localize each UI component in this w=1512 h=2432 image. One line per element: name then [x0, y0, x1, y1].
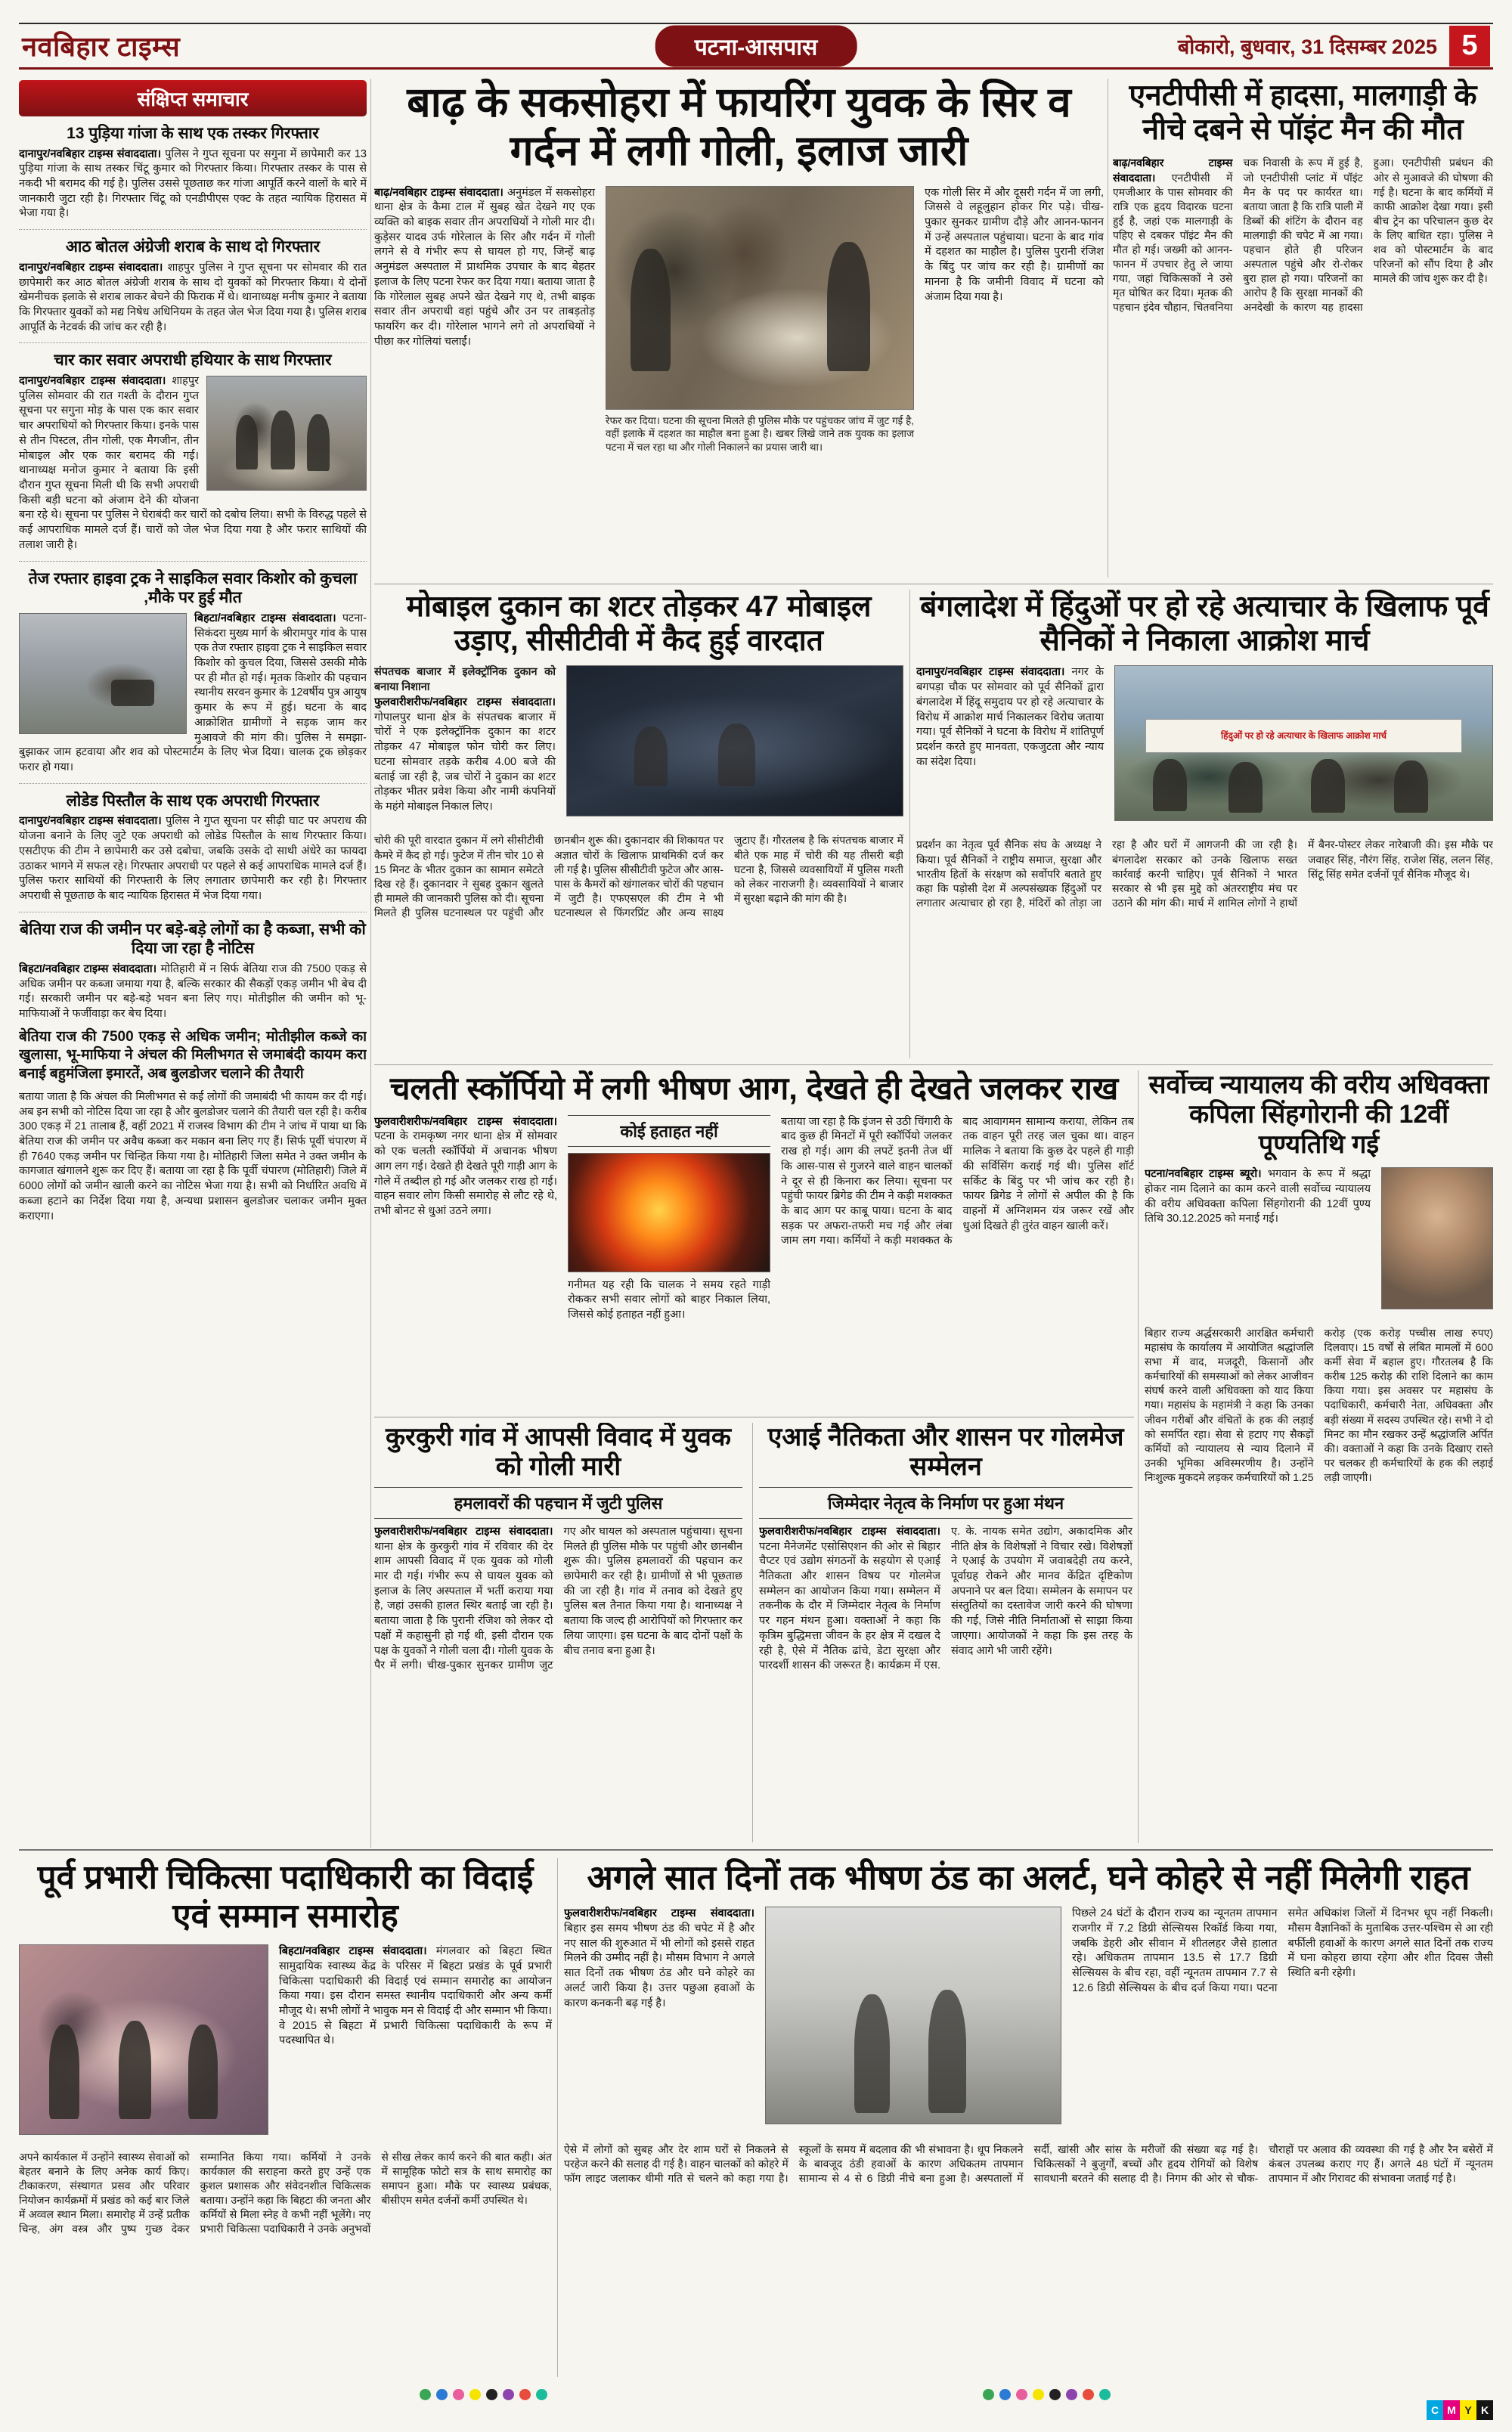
- color-dot: [1066, 2389, 1077, 2400]
- photo-shape: [188, 2025, 218, 2119]
- color-dot: [453, 2389, 464, 2400]
- photo-shape: [1394, 761, 1428, 813]
- photo-shape: [928, 1990, 967, 2113]
- color-dot: [999, 2389, 1011, 2400]
- body-text: मोतिहारी में न सिर्फ बेतिया राज की 7500 एकड़ से अधिक जमीन पर कब्जा जमाया गया है, बल्कि सरकार की सैकड़ों एकड़ जमीन भी बेच दी गई। सरकारी जमीन पर बड़े-बड़े भवन बना लिए गए। मोतीझील की जमीन को भू-माफियाओं ने फर्जीवाड़ा कर बेच दिया।: [19, 962, 367, 1021]
- article-ntpc: [1113, 79, 1493, 579]
- brief-bold-subtext: बेतिया राज की 7500 एकड़ से अधिक जमीन; मोतीझील कब्जे का खुलासा, भू-माफिया ने अंचल की मिलीभगत से जमाबंदी कायम करा बनाई बहुमंजिला इमारतें, अब बुलडोजर चलाने की तैयारी: [19, 1028, 367, 1083]
- article-column: [279, 1944, 552, 2141]
- body-text: चोरी की पूरी वारदात दुकान में लगे सीसीटीवी कैमरे में कैद हो गई। फुटेज में तीन चोर 10 से 15 मिनट के भीतर दुकान का सामान समेटते दिख रहे हैं। दुकानदार ने सुबह दुकान खुलते ही मामले की जानकारी पुलिस को दी। सूचना मिलते ही पुलिस घटनास्थल पर पहुंची और छानबीन शुरू की। दुकानदार की शिकायत पर अज्ञात चोरों के खिलाफ प्राथमिकी दर्ज कर ली गई है। पुलिस सीसीटीवी फुटेज और आस-पास के कैमरों को खंगालकर चोरों की पहचान में जुटी है। एफएसएल की टीम ने भी घटनास्थल से फिंगरप्रिंट और अन्य साक्ष्य जुटाए हैं। गौरतलब है कि संपतचक बाजार में बीते एक माह में चोरी की यह तीसरी बड़ी घटना है, जिससे व्यवसायियों में पुलिस गश्ती को लेकर नाराजगी है। व्यवसायियों ने बाजार में सुरक्षा बढ़ाने की मांग की है।: [374, 834, 903, 919]
- byline: फुलवारीशरीफ/नवबिहार टाइम्स संवाददाता।: [759, 1525, 940, 1538]
- byline: दानापुर/नवबिहार टाइम्स संवाददाता।: [19, 375, 166, 388]
- article-farewell: [19, 1858, 552, 2377]
- article-column: [916, 665, 1104, 830]
- article-kurkuri-shooting: [374, 1423, 742, 1842]
- divider: [19, 1849, 1493, 1851]
- article-body: [916, 838, 1493, 1036]
- byline: फुलवारीशरीफ/नवबिहार टाइम्स संवाददाता।: [564, 1907, 754, 1920]
- article-advocate-memorial: [1145, 1070, 1493, 1843]
- byline: फुलवारीशरीफ/नवबिहार टाइम्स संवाददाता।: [374, 1525, 553, 1538]
- cmyk-cyan: C: [1427, 2400, 1443, 2420]
- photo-shape: [718, 723, 755, 786]
- article-column: [925, 186, 1104, 541]
- divider: [374, 1064, 1493, 1065]
- brief-item: [19, 237, 367, 343]
- photo-caption: रेफर कर दिया। घटना की सूचना मिलते ही पुलिस मौके पर पहुंचकर जांच में जुट गई है, वहीं इलाके में दहशत का माहौल बना हुआ है। खबर लिखे जाने तक युवक का इलाज पटना में चल रहा था और गोली निकालने का प्रयास जारी था।: [606, 414, 914, 453]
- byline: दानापुर/नवबिहार टाइम्स संवाददाता।: [19, 261, 163, 274]
- article-subhead: कोई हताहत नहीं: [568, 1115, 770, 1147]
- article-body: [19, 2150, 552, 2377]
- column-rule: [1138, 1070, 1139, 1843]
- article-body: [1113, 156, 1493, 534]
- body-text: पटना-सिकंदरा मुख्य मार्ग के श्रीरामपुर गांव के पास एक तेज रफ्तार हाइवा ट्रक ने साइकिल सवार किशोर को कुचल दिया, जिससे उसकी मौके पर ही मौत हो गई। मृतक किशोर की पहचान स्थानीय सरवन कुमार के 12वर्षीय पुत्र आयुष कुमार के रूप में हुई। घटना के बाद आक्रोशित ग्रामीणों ने सड़क जाम कर मुआवजे की मांग की। पुलिस ने समझा-बुझाकर जाम हटवाया और शव को पोस्टमार्टम के लिए भेज दिया। चालक ट्रक छोड़कर फरार हो गया।: [19, 612, 367, 774]
- body-text: ऐसे में लोगों को सुबह और देर शाम घरों से निकलने से परहेज करने की सलाह दी गई है। वाहन चालकों को कोहरे में फॉग लाइट जलाकर धीमी गति से चलने को कहा गया है। स्कूलों के समय में बदलाव की भी संभावना है। धूप निकलने के बावजूद ठंडी हवाओं के कारण अधिकतम तापमान सामान्य से 4 से 6 डिग्री नीचे बना हुआ है। अस्पतालों में सर्दी, खांसी और सांस के मरीजों की संख्या बढ़ गई है। चिकित्सकों ने बुजुर्गों, बच्चों और हृदय रोगियों को विशेष सावधानी बरतने की सलाह दी है। निगम की ओर से चौक-चौराहों पर अलाव की व्यवस्था की गई है और रैन बसेरों में कंबल उपलब्ध कराए गए हैं। अगले 48 घंटों में न्यूनतम तापमान में और गिरावट की संभावना जताई गई है।: [564, 2143, 1493, 2185]
- fire-photo: [568, 1153, 770, 1272]
- article-subhead: हमलावरों की पहचान में जुटी पुलिस: [374, 1487, 742, 1519]
- briefs-column: [19, 80, 367, 1848]
- brief-headline: चार कार सवार अपराधी हथियार के साथ गिरफ्तार: [54, 352, 332, 370]
- body-text: पटना मैनेजमेंट एसोसिएशन की ओर से बिहार चैप्टर एवं उद्योग संगठनों के सहयोग से एआई नैतिकता और शासन विषय पर गोलमेज सम्मेलन का आयोजन किया गया। सम्मेलन में तकनीक के दौर में जिम्मेदार नेतृत्व के निर्माण पर गहन मंथन हुआ। वक्ताओं ने कहा कि कृत्रिम बुद्धिमत्ता जीवन के हर क्षेत्र में दखल दे रही है, ऐसे में नैतिक ढांचे, डेटा सुरक्षा और पारदर्शी शासन की जरूरत है। कार्यक्रम में एस. ए. के. नायक समेत उद्योग, अकादमिक और नीति क्षेत्र के विशेषज्ञों ने विचार रखे। विशेषज्ञों ने एआई के उपयोग में जवाबदेही तय करने, पूर्वाग्रह रोकने और मानव केंद्रित दृष्टिकोण अपनाने पर बल दिया। सम्मेलन के समापन पर संस्तुतियों का दस्तावेज जारी करने की घोषणा की गई, जिसे नीति निर्माताओं से साझा किया जाएगा। आयोजकों ने कहा कि इस तरह के संवाद आगे भी जारी रहेंगे।: [759, 1525, 1132, 1672]
- color-dot: [503, 2389, 514, 2400]
- body-text: अपने कार्यकाल में उन्होंने स्वास्थ्य सेवाओं को बेहतर बनाने के लिए अनेक कार्य किए। टीकाकरण, संस्थागत प्रसव और परिवार नियोजन कार्यक्रमों में प्रखंड को कई बार जिले में अव्वल स्थान मिला। समारोह में उन्हें प्रतीक चिन्ह, अंग वस्त्र और पुष्प गुच्छ देकर सम्मानित किया गया। कर्मियों ने उनके कार्यकाल की सराहना करते हुए उन्हें एक कुशल प्रशासक और संवेदनशील चिकित्सक बताया। उन्होंने कहा कि बिहटा की जनता और कर्मियों से मिला स्नेह वे कभी नहीं भूलेंगे। नए प्रभारी चिकित्सा पदाधिकारी ने उनके अनुभवों से सीख लेकर कार्य करने की बात कही। अंत में सामूहिक फोटो सत्र के साथ समारोह का समापन हुआ। मौके पर स्वास्थ्य प्रबंधक, बीसीएम समेत दर्जनों कर्मी उपस्थित थे।: [19, 2151, 552, 2235]
- photo-shape: [307, 414, 329, 471]
- byline: बाढ़/नवबिहार टाइम्स संवाददाता।: [374, 186, 503, 199]
- brief-headline: तेज रफ्तार हाइवा ट्रक ने साइकिल सवार किशोर को कुचला ,मौके पर हुई मौत: [28, 569, 358, 607]
- brief-photo-accident: [19, 613, 187, 734]
- body-text: पिछले 24 घंटों के दौरान राज्य का न्यूनतम तापमान राजगीर में 7.2 डिग्री सेल्सियस रिकॉर्ड किया गया, जबकि डेहरी और सीवान में शीतलहर जैसे हालात रहे। अधिकतम तापमान 13.5 से 17.7 डिग्री सेल्सियस के बीच रहा, वहीं न्यूनतम तापमान 7.7 से 12.6 डिग्री सेल्सियस के बीच दर्ज किया गया। पटना समेत अधिकांश जिलों में दिनभर धूप नहीं निकली। मौसम वैज्ञानिकों के मुताबिक उत्तर-पश्चिम से आ रही बर्फीली हवाओं के कारण अगले सात दिनों तक राज्य में घना कोहरा छाया रहेगा और शीत दिवस जैसी स्थिति बनी रहेगी।: [1072, 1907, 1493, 1994]
- body-text: एनटीपीसी में एमजीआर के पास सोमवार की रात्रि एक हृदय विदारक घटना हुई है, जहां एक मालगाड़ी के पहिए से दबकर पॉइंट मैन की मौत हो गई। जख्मी को आनन-फानन में उपचार हेतु ले जाया गया, जहां चिकित्सकों ने उसे मृत घोषित कर दिया। मृतक की पहचान इंदेव चौहान, चितवनिया चक निवासी के रूप में हुई है, जो एनटीपीसी प्लांट में पॉइंट मैन के पद पर कार्यरत था। बताया जाता है कि रात्रि पाली में डिब्बों की शंटिंग के दौरान वह मालगाड़ी की चपेट में आ गया। पहचान होते ही परिजन अस्पताल पहुंचे और रो-रोकर बुरा हाल हो गया। परिजनों का आरोप है कि सुरक्षा मानकों की अनदेखी के कारण यह हादसा हुआ। एनटीपीसी प्रबंधन की ओर से मुआवजे की घोषणा की गई है। घटना के बाद कर्मियों में काफी आक्रोश देखा गया। इसी बीच ट्रेन का परिचालन कुछ देर के लिए बाधित रहा। पुलिस ने शव को पोस्टमार्टम के बाद परिजनों को सौंप दिया है और मामले की जांच शुरू कर दी है।: [1113, 156, 1493, 313]
- article-body: [759, 1525, 1132, 1812]
- article-cold-alert: [564, 1858, 1493, 2377]
- article-body: [374, 1525, 742, 1812]
- cctv-photo: [566, 665, 903, 816]
- body-text: बिहार राज्य अर्द्धसरकारी आरक्षित कर्मचारी महासंघ के कार्यालय में आयोजित श्रद्धांजलि सभा में वाद, मजदूरी, किसानों और कर्मचारियों की समस्याओं को लेकर आजीवन संघर्ष करने वाली अधिवक्ता को याद किया गया। महासंघ के महामंत्री ने कहा कि उनका जीवन गरीबों और वंचितों के हक की लड़ाई को समर्पित रहा। सेवा से हटाए गए सैकड़ों कर्मियों को न्यायालय से न्याय दिलाने में उनकी भूमिका अविस्मरणीय है। उन्होंने निःशुल्क मुकदमे लड़कर कर्मचारियों को 1.25 करोड़ (एक करोड़ पच्चीस लाख रुपए) दिलवाए। 15 वर्षों से लंबित मामलों में 600 कर्मी सेवा में बहाल हुए। गौरतलब है कि करीब 125 करोड़ की राशि दिलाने का काम किया गया। इस अवसर पर महासंघ के पदाधिकारी, कर्मचारी नेता, अधिवक्ता और बड़ी संख्या में सदस्य उपस्थित रहे। सभी ने दो मिनट का मौन रखकर उन्हें श्रद्धांजलि अर्पित की। वक्ताओं ने कहा कि उनके दिखाए रास्ते पर चलकर ही कर्मचारियों के हक की लड़ाई लड़ी जाएगी।: [1145, 1327, 1493, 1483]
- color-dot: [983, 2389, 994, 2400]
- article-column: [1145, 1167, 1371, 1318]
- body-text: गोपालपुर थाना क्षेत्र के संपतचक बाजार में चोरों ने एक इलेक्ट्रॉनिक दुकान का शटर तोड़कर 47 मोबाइल फोन चोरी कर लिए। घटना सोमवार तड़के करीब 4.00 बजे की बताई जा रही है, जब चोरों ने दुकान का शटर तोड़कर भीतर प्रवेश किया और नामी कंपनियों के महंगे मोबाइल निकाल लिए।: [374, 711, 556, 813]
- body-text: भगवान के रूप में श्रद्धा होकर नाम दिलाने का काम करने वाली सर्वोच्च न्यायालय की वरीय अधिवक्ता कपिला सिंहगोरानी की 12वीं पुण्य तिथि 30.12.2025 को मनाई गई।: [1145, 1168, 1371, 1225]
- article-headline: कुरकुरी गांव में आपसी विवाद में युवक को गोली मारी: [385, 1423, 732, 1482]
- brief-body: [19, 261, 367, 336]
- body-text: पटना के रामकृष्ण नगर थाना क्षेत्र में सोमवार को एक चलती स्कॉर्पियो में अचानक भीषण आग लग गई। देखते ही देखते पूरी गाड़ी आग के गोले में तब्दील हो गई और जलकर राख हो गई। वाहन सवार लोग किसी समारोह से लौट रहे थे, तभी बोनट से धुआं उठने लगा।: [374, 1130, 557, 1218]
- color-dot: [420, 2389, 431, 2400]
- column-rule: [370, 79, 371, 1848]
- brief-headline: लोडेड पिस्तौल के साथ एक अपराधी गिरफ्तार: [66, 792, 320, 810]
- color-dot: [436, 2389, 448, 2400]
- article-mobile-theft: [374, 590, 903, 1058]
- body-text: गनीमत यह रही कि चालक ने समय रहते गाड़ी रोककर सभी सवार लोगों को बाहर निकाल लिया, जिससे कोई हताहत नहीं हुआ।: [568, 1278, 770, 1321]
- registration-marks: [420, 2389, 547, 2400]
- article-subhead: जिम्मेदार नेतृत्व के निर्माण पर हुआ मंथन: [759, 1487, 1132, 1519]
- brief-body: [19, 147, 367, 222]
- page-number: 5: [1449, 26, 1490, 67]
- body-text: प्रदर्शन का नेतृत्व पूर्व सैनिक संघ के अध्यक्ष ने किया। पूर्व सैनिकों ने राष्ट्रीय समाज, सुरक्षा और भारतीय हितों के संरक्षण को सर्वोपरि बताते हुए कहा कि पड़ोसी देश में अल्पसंख्यक हिंदुओं पर लगातार अत्याचार हो रहा है, मंदिरों को तोड़ा जा रहा है और घरों में आगजनी की जा रही है। बंगलादेश सरकार को उनके खिलाफ सख्त कार्रवाई करनी चाहिए। पूर्व सैनिकों ने भारत सरकार से भी इस मुद्दे को अंतरराष्ट्रीय मंच पर उठाने की मांग की। मार्च में शामिल लोगों ने हाथों में बैनर-पोस्टर लेकर नारेबाजी की। इस मौके पर जवाहर सिंह, नौरंग सिंह, राजेश सिंह, ललन सिंह, सिंटू सिंह समेत दर्जनों पूर्व सैनिक मौजूद थे।: [916, 838, 1493, 909]
- portrait-photo: [1381, 1167, 1493, 1309]
- byline: बिहटा/नवबिहार टाइम्स संवाददाता।: [279, 1945, 427, 1958]
- photo-shape: [631, 249, 671, 371]
- photo-shape: [49, 2025, 79, 2119]
- article-headline: अगले सात दिनों तक भीषण ठंड का अलर्ट, घने कोहरे से नहीं मिलेगी राहत: [587, 1858, 1470, 1897]
- column-rule: [752, 1423, 753, 1842]
- section-label: पटना-आसपास: [655, 25, 857, 67]
- byline: बाढ़/नवबिहार टाइम्स संवाददाता।: [1113, 156, 1233, 184]
- body-text: पुलिस ने गुप्त सूचना पर सीढ़ी घाट पर अपराध की योजना बनाने के लिए जुटे एक अपराधी को लोडेड पिस्तौल के साथ गिरफ्तार किया। एसटीएफ की टीम ने छापेमारी कर उसे दबोचा, जबकि उसके दो साथी अंधेरे का फायदा उठाकर भागने में सफल रहे। गिरफ्तार अपराधी पर पहले से कई आपराधिक मामले दर्ज हैं। पुलिस फरार साथियों की गिरफ्तारी के लिए लगातार छापेमारी कर रही है। गिरफ्तार अपराधी से पूछताछ के बाद न्यायिक हिरासत में भेज दिया गया।: [19, 815, 367, 902]
- column-rule: [557, 1858, 558, 2377]
- article-ai-roundtable: [759, 1423, 1132, 1842]
- brief-headline: बेतिया राज की जमीन पर बड़े-बड़े लोगों का है कब्जा, सभी को दिया जा रहा है नोटिस: [20, 920, 366, 958]
- column-rule: [909, 590, 910, 1058]
- body-text: बताया जा रहा है कि इंजन से उठी चिंगारी के बाद कुछ ही मिनटों में पूरी स्कॉर्पियो जलकर राख हो गई। आग की लपटें इतनी तेज थीं कि आस-पास से गुजरने वाले वाहन चालकों ने दूर से ही किनारा कर लिया। सूचना पर पहुंची फायर ब्रिगेड की टीम ने कड़ी मशक्कत के बाद आग पर काबू पाया। घटना के बाद सड़क पर अफरा-तफरी मच गई और लंबा जाम लग गया। कर्मियों ने कड़ी मशक्कत के बाद आवागमन सामान्य कराया, लेकिन तब तक वाहन पूरी तरह जल चुका था। वाहन मालिक ने बताया कि कुछ देर पहले ही गाड़ी की सर्विसिंग कराई गई थी। पुलिस शॉर्ट सर्किट के बिंदु पर भी जांच कर रही है। फायर ब्रिगेड ने लोगों से अपील की है कि वाहनों में अग्निशमन यंत्र जरूर रखें और धुआं दिखते ही तुरंत वाहन खाली करें।: [781, 1115, 1134, 1247]
- article-headline: एआई नैतिकता और शासन पर गोलमेज सम्मेलन: [767, 1423, 1124, 1482]
- photo-shape: [1311, 759, 1345, 813]
- color-dot: [469, 2389, 481, 2400]
- article-headline: मोबाइल दुकान का शटर तोड़कर 47 मोबाइल उड़ाए, सीसीटीवी में कैद हुई वारदात: [406, 590, 872, 658]
- article-column: [374, 665, 556, 826]
- article-lead: [374, 696, 556, 815]
- byline: फुलवारीशरीफ/नवबिहार टाइम्स संवाददाता।: [374, 1115, 557, 1128]
- body-text: शाहपुर पुलिस ने गुप्त सूचना पर सोमवार की रात छापेमारी कर आठ बोतल अंग्रेजी शराब के साथ दो युवकों को गिरफ्तार किया। ये दोनों खेमनीचक इलाके से शराब लाकर बेचने की फिराक में थे। थानाध्यक्ष मनीष कुमार ने बताया कि गिरफ्तार युवकों को मद्य निषेध अधिनियम के तहत जेल भेज दिया गया है। पुलिस शराब आपूर्ति के नेटवर्क की जांच कर रही है।: [19, 261, 367, 333]
- color-dot: [536, 2389, 547, 2400]
- article-scorpio-fire: [374, 1070, 1134, 1411]
- byline: दानापुर/नवबिहार टाइम्स संवाददाता।: [916, 666, 1065, 679]
- header-right: [1178, 26, 1490, 67]
- byline: दानापुर/नवबिहार टाइम्स संवाददाता।: [19, 147, 162, 160]
- brief-item: [19, 792, 367, 912]
- photo-shape: [1153, 759, 1187, 811]
- color-dot: [519, 2389, 531, 2400]
- color-dot: [1016, 2389, 1027, 2400]
- ceremony-photo: [19, 1944, 268, 2135]
- photo-shape: [1228, 762, 1263, 813]
- article-headline: एनटीपीसी में हादसा, मालगाड़ी के नीचे दबने से पॉइंट मैन की मौत: [1129, 79, 1477, 147]
- brief-headline: आठ बोतल अंग्रेजी शराब के साथ दो गिरफ्तार: [65, 238, 321, 256]
- brief-item: [19, 569, 367, 784]
- body-text: बिहार इस समय भीषण ठंड की चपेट में है और नए साल की शुरुआत में भी लोगों को इससे राहत मिलने की उम्मीद नहीं है। मौसम विभाग ने अगले सात दिनों तक भीषण ठंड और घने कोहरे का अलर्ट जारी किया है। उत्तर पछुआ हवाओं के कारण कनकनी बढ़ गई है।: [564, 1922, 754, 2009]
- byline: बिहटा/नवबिहार टाइम्स संवाददाता।: [194, 612, 336, 624]
- photo-block: [568, 1115, 770, 1395]
- brief-item: [19, 351, 367, 561]
- cmyk-strip: [1427, 2400, 1493, 2420]
- photo-shape: [236, 415, 258, 469]
- photo-shape: [111, 680, 154, 706]
- dateline: बोकारो, बुधवार, 31 दिसम्बर 2025: [1177, 36, 1437, 58]
- article-headline: चलती स्कॉर्पियो में लगी भीषण आग, देखते ही देखते जलकर राख: [389, 1070, 1119, 1106]
- color-dot: [1033, 2389, 1044, 2400]
- cmyk-black: K: [1476, 2400, 1493, 2420]
- article-headline: बाढ़ के सकसोहरा में फायरिंग युवक के सिर व गर्दन में लगी गोली, इलाज जारी: [407, 79, 1071, 174]
- hospital-photo: [606, 186, 914, 410]
- photo-shape: [271, 410, 295, 469]
- article-body: [374, 833, 903, 1037]
- body-text: एक गोली सिर में और दूसरी गर्दन में जा लगी, जिससे वे लहूलुहान होकर गिर पड़े। चीख-पुकार सुनकर ग्रामीण दौड़े और आनन-फानन में उन्हें अस्पताल पहुंचाया। घटना के बाद गांव में दहशत का माहौल है। पुलिस पुरानी रंजिश के बिंदु पर जांच कर रही है। ग्रामीणों का मानना है कि जमीनी विवाद में घटना को अंजाम दिया गया है।: [925, 186, 1104, 303]
- byline: फुलवारीशरीफ/नवबिहार टाइम्स संवाददाता।: [374, 696, 556, 708]
- body-text: बताया जाता है कि अंचल की मिलीभगत से कई लोगों की जमाबंदी भी कायम कर दी गई। अब इन सभी को नोटिस दिया जा रहा है और बुलडोजर चलाने की तैयारी चल रही है। करीब 300 एकड़ में 21 तालाब हैं, वहीं 2021 में राजस्व विभाग की टीम ने जांच में पाया था कि बेतिया राज की जमीन पर अवैध कब्जा कर मकान बना लिए गए हैं। सिर्फ पूर्वी चंपारण में ही 7640 एकड़ जमीन पर चिन्हित किया गया है। मोतिहारी जिला समेत ने उक्त जमीन के कागजात खंगालने शुरू कर दिए हैं। बताया जा रहा है कि पूर्वी चंपारण (मोतिहारी) जिले में 6000 लोगों को जमीन खाली करने का नोटिस भेजा गया है। सभी को निर्धारित अवधि में कब्जा हटाने का निर्देश दिया गया है, अन्यथा प्रशासन बुलडोजर चलाकर जमीन मुक्त कराएगा।: [19, 1090, 367, 1222]
- brief-item: [19, 920, 367, 1232]
- photo-shape: [119, 2021, 151, 2119]
- article-headline: बंगलादेश में हिंदुओं पर हो रहे अत्याचार के खिलाफ पूर्व सैनिकों ने निकाला आक्रोश मार्च: [920, 590, 1489, 658]
- article-protest-march: [916, 590, 1493, 1058]
- cmyk-magenta: M: [1443, 2400, 1460, 2420]
- brief-item: [19, 124, 367, 230]
- article-headline: पूर्व प्रभारी चिकित्सा पदाधिकारी का विदाई एवं सम्मान समारोह: [37, 1859, 534, 1935]
- byline: पटना/नवबिहार टाइम्स ब्यूरो।: [1145, 1168, 1262, 1181]
- fog-photo: [765, 1907, 1061, 2124]
- article-column: [374, 1115, 557, 1395]
- photo-shape: [827, 242, 870, 371]
- color-dot: [486, 2389, 497, 2400]
- photo-shape: [854, 1994, 890, 2113]
- byline: बिहटा/नवबिहार टाइम्स संवाददाता।: [19, 962, 157, 975]
- body-text: नगर के बगपड़ा चौक पर सोमवार को पूर्व सैनिकों द्वारा बंगलादेश में हिंदू समुदाय पर हो रहे अत्याचार के विरोध में आक्रोश मार्च निकालकर विरोध जताया गया। पूर्व सैनिकों ने घटना के विरोध में शांतिपूर्ण प्रदर्शन करते हुए मानवता, एकजुटता और न्याय का संदेश दिया।: [916, 666, 1104, 768]
- body-text: शाहपुर पुलिस सोमवार की रात गश्ती के दौरान गुप्त सूचना पर सगुना मोड़ के पास एक कार सवार चार अपराधियों को गिरफ्तार किया। इनके पास से तीन पिस्टल, तीन गोली, एक मैगजीन, तीन मोबाइल और एक कार बरामद की गई। थानाध्यक्ष मनोज कुमार ने बताया कि इसी दौरान गुप्त सूचना मिली थी कि सभी अपराधी किसी बड़ी घटना को अंजाम देने की योजना बना रहे थे। सूचना पर पुलिस ने घेराबंदी कर चारों को दबोच लिया। सभी के विरुद्ध पहले से कई आपराधिक मामले दर्ज हैं। चारों को जेल भेज दिया गया है और फरार साथियों की तलाश जारी है।: [19, 375, 367, 551]
- article-column: [564, 1907, 754, 2133]
- brief-body: [19, 962, 367, 1022]
- body-text: थाना क्षेत्र के कुरकुरी गांव में रविवार की देर शाम आपसी विवाद में एक युवक को गोली मार दी गई। गंभीर रूप से घायल युवक को इलाज के लिए अस्पताल में भर्ती कराया गया है, जहां उसकी हालत स्थिर बताई जा रही है। बताया जाता है कि पुरानी रंजिश को लेकर दो पक्षों में कहासुनी हो गई थी, इसी दौरान एक पक्ष के युवकों ने गोली चला दी। गोली युवक के पैर में लगी। चीख-पुकार सुनकर ग्रामीण जुट गए और घायल को अस्पताल पहुंचाया। सूचना मिलते ही पुलिस मौके पर पहुंची और छानबीन शुरू की। पुलिस हमलावरों की पहचान कर छापेमारी कर रही है। ग्रामीणों से भी पूछताछ की जा रही है। गांव में तनाव को देखते हुए पुलिस बल तैनात किया गया है। थानाध्यक्ष ने बताया कि जल्द ही आरोपियों को गिरफ्तार कर लिया जाएगा। इस घटना के बाद दोनों पक्षों के बीच तनाव बना हुआ है।: [374, 1525, 742, 1672]
- registration-marks: [983, 2389, 1111, 2400]
- brief-headline: 13 पुड़िया गांजा के साथ एक तस्कर गिरफ्तार: [67, 125, 319, 142]
- article-body: [564, 2142, 1493, 2347]
- article-subhead: संपतचक बाजार में इलेक्ट्रॉनिक दुकान को बनाया निशाना: [374, 666, 556, 694]
- article-body: [1072, 1907, 1493, 2133]
- article-body: [1145, 1326, 1493, 1825]
- article-column: [374, 186, 595, 541]
- byline: दानापुर/नवबिहार टाइम्स संवाददाता।: [19, 815, 162, 828]
- cmyk-yellow: Y: [1460, 2400, 1476, 2420]
- color-dot: [1083, 2389, 1094, 2400]
- color-dot: [1099, 2389, 1111, 2400]
- protest-banner: हिंदुओं पर हो रहे अत्याचार के खिलाफ आक्रोश मार्च: [1145, 719, 1462, 753]
- article-headline: सर्वोच्च न्यायालय की वरीय अधिवक्ता कपिला सिंहगोरानी की 12वीं पूण्यतिथि गई: [1148, 1070, 1489, 1159]
- color-dot: [1049, 2389, 1061, 2400]
- page-header: [19, 23, 1493, 70]
- photo-block: [606, 186, 914, 541]
- article-firing: [374, 79, 1104, 579]
- body-text: मंगलवार को बिहटा स्थित सामुदायिक स्वास्थ्य केंद्र के परिसर में बिहटा प्रखंड के पूर्व प्रभारी चिकित्सा पदाधिकारी की विदाई एवं सम्मान समारोह का आयोजन किया गया। इस दौरान समस्त स्थानीय पदाधिकारी और अन्य कर्मी मौजूद थे। सभी लोगों ने भावुक मन से विदाई दी और सम्मान भी किया। वे 2015 से बिहटा में प्रभारी चिकित्सा पदाधिकारी के रूप में पदस्थापित थे।: [279, 1945, 552, 2047]
- masthead: नवबिहार टाइम्स: [22, 31, 181, 62]
- brief-photo-criminals: [206, 376, 367, 491]
- briefs-title: संक्षिप्त समाचार: [19, 80, 367, 116]
- photo-shape: [634, 727, 668, 786]
- body-text: अनुमंडल में सकसोहरा थाना क्षेत्र के कैमा टाल में सुबह खेत देखने गए एक व्यक्ति को बाइक सवार तीन अपराधियों ने गोली मार दी। कुड़ेसर यादव उर्फ गोरेलाल के सिर और गर्दन में गोली लगने से वे गंभीर रूप से घायल हो गए, जिन्हें बाढ़ अनुमंडल अस्पताल में प्राथमिक उपचार के बाद बेहतर इलाज के लिए पटना रेफर कर दिया गया। बताया जाता है कि गोरेलाल सुबह अपने खेत देखने गए थे, तभी बाइक सवार तीन अपराधी वहां पहुंचे और उन पर ताबड़तोड़ फायरिंग कर दी। गोरेलाल भागने लगे तो अपराधियों ने पीछा कर गोलियां चलाईं।: [374, 186, 595, 348]
- article-body: [781, 1115, 1134, 1395]
- march-photo: [1114, 665, 1493, 821]
- brief-body: [19, 814, 367, 903]
- body-text: पुलिस ने गुप्त सूचना पर सगुना में छापेमारी कर 13 पुड़िया गांजा के साथ तस्कर चिंटू कुमार को गिरफ्तार किया। गिरफ्तार तस्कर के पास से नकदी भी बरामद की गई है। पुलिस उससे पूछताछ कर गांजा आपूर्ति करने वालों के बारे में जानकारी जुटा रही है। गिरफ्तार चिंटू को एनडीपीएस एक्ट के तहत न्यायिक हिरासत में भेजा गया है।: [19, 147, 367, 220]
